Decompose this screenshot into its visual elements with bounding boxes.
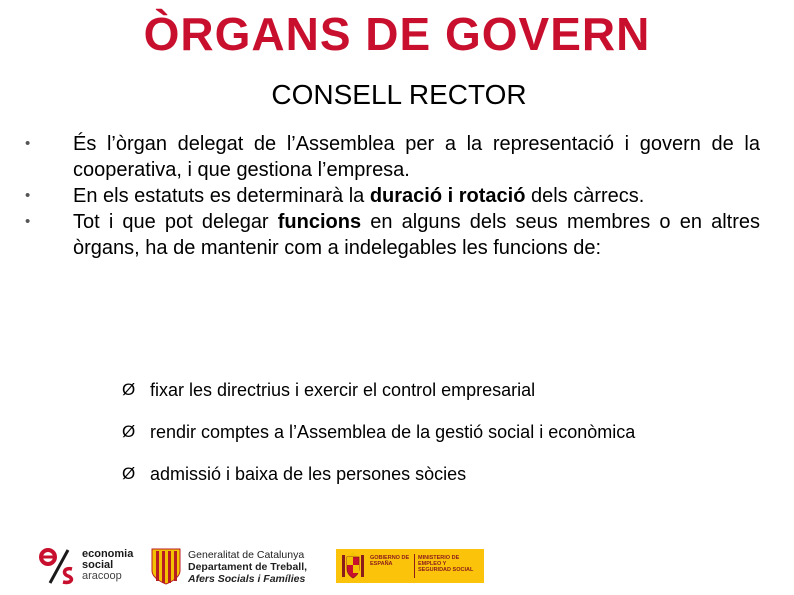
- gobierno-espana-logo: [336, 549, 484, 583]
- bullet-text: És l’òrgan delegat de l’Assemblea per a la representació i govern de la cooperativa, i que gestiona l’empresa.: [73, 133, 760, 181]
- sub-item-text: fixar les directrius i exercir el control empresarial: [150, 380, 536, 400]
- generalitat-logo: [150, 547, 325, 587]
- arrow-bullet-icon: Ø: [122, 380, 136, 399]
- bullet-item: [25, 183, 760, 209]
- bullet-bold-text: duració i rotació: [369, 185, 526, 207]
- sub-list: [122, 378, 635, 504]
- bullet-item: [25, 209, 760, 261]
- section-subtitle: CONSELL RECTOR: [271, 79, 527, 110]
- bullet-text: en alguns dels seus membres o en altres òrgans, ha de mantenir com a indelegables les funcions de:: [73, 211, 761, 259]
- sub-item-text: admissió i baixa de les persones sòcies: [150, 464, 467, 484]
- bullet-icon: •: [25, 135, 31, 152]
- bullet-text: dels càrrecs.: [525, 185, 645, 207]
- arrow-bullet-icon: Ø: [122, 464, 136, 483]
- sub-list-item: [122, 378, 635, 402]
- bullet-text: Tot i que pot delegar: [73, 211, 278, 233]
- bullet-item: [25, 131, 760, 183]
- sub-list-item: [122, 420, 635, 444]
- economia-social-text: economia social aracoop: [82, 548, 134, 582]
- bullet-bold-text: funcions: [277, 211, 362, 233]
- footer-logos: [38, 545, 498, 587]
- bullet-icon: •: [25, 187, 31, 204]
- bullet-text: En els estatuts es determinarà la: [73, 185, 370, 207]
- economia-social-logo: [38, 545, 138, 587]
- divider: [414, 554, 415, 578]
- page-title: ÒRGANS DE GOVERN: [143, 8, 651, 60]
- bullet-icon: •: [25, 213, 31, 230]
- economia-social-mark-icon: [38, 547, 78, 585]
- sub-list-item: [122, 462, 635, 486]
- arrow-bullet-icon: Ø: [122, 422, 136, 441]
- senyera-shield-icon: [150, 547, 182, 585]
- sub-item-text: rendir comptes a l’Assemblea de la gestió social i econòmica: [150, 422, 636, 442]
- gobierno-text: GOBIERNO DE ESPAÑA: [370, 555, 410, 567]
- spain-coat-of-arms-icon: [340, 551, 366, 581]
- generalitat-text: Generalitat de Catalunya Departament de Treball, Afers Socials i Famílies: [188, 549, 308, 585]
- bullet-list: [25, 131, 760, 261]
- ministerio-text: MINISTERIO DE EMPLEO Y SEGURIDAD SOCIAL: [418, 555, 474, 573]
